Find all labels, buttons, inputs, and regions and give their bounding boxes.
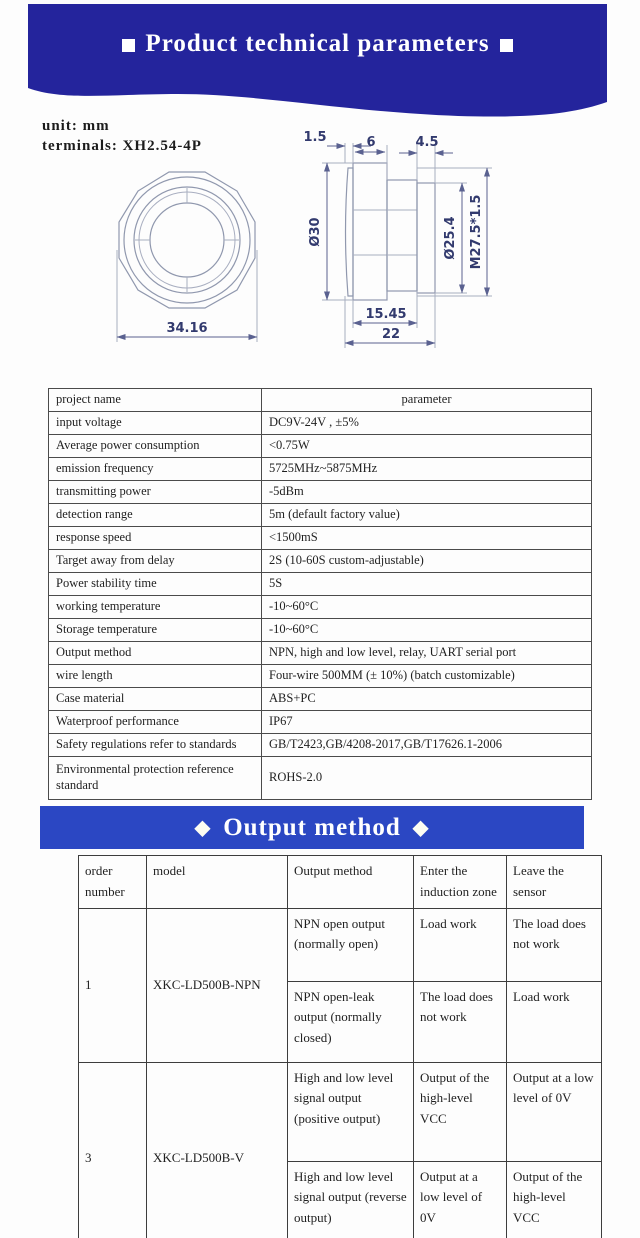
param-value: <0.75W [262, 435, 592, 458]
param-label: detection range [49, 504, 262, 527]
param-value: parameter [262, 389, 592, 412]
table-row [49, 665, 592, 688]
param-value: <1500mS [262, 527, 592, 550]
param-value: GB/T2423,GB/4208-2017,GB/T17626.1-2006 [262, 734, 592, 757]
col-header-leave: Leave the sensor [507, 856, 602, 909]
param-label: Output method [49, 642, 262, 665]
table-row [49, 573, 592, 596]
table-row [49, 504, 592, 527]
param-label: transmitting power [49, 481, 262, 504]
dim-front-width: 34.16 [166, 321, 208, 336]
header-banner [28, 4, 607, 120]
param-label: Target away from delay [49, 550, 262, 573]
dim-body-dia: Ø30 [308, 217, 323, 247]
table-row [49, 435, 592, 458]
param-value: 5m (default factory value) [262, 504, 592, 527]
output-method-cell: NPN open-leak output (normally closed) [288, 981, 414, 1062]
param-value: -5dBm [262, 481, 592, 504]
unit-note: unit: mm [42, 118, 110, 134]
table-row [79, 908, 602, 981]
param-label: Waterproof performance [49, 711, 262, 734]
enter-zone-cell: Load work [414, 908, 507, 981]
diamond-icon: ◆ [194, 817, 212, 839]
order-number: 3 [79, 1062, 147, 1238]
table-row [49, 688, 592, 711]
table-header-row [79, 856, 602, 909]
table-row [49, 711, 592, 734]
param-value: 5S [262, 573, 592, 596]
dim-total-len: 22 [381, 327, 401, 342]
param-label: Case material [49, 688, 262, 711]
dim-flange: 6 [366, 135, 376, 150]
table-row [49, 596, 592, 619]
enter-zone-cell: The load does not work [414, 981, 507, 1062]
param-label: emission frequency [49, 458, 262, 481]
leave-sensor-cell: The load does not work [507, 908, 602, 981]
model-name: XKC-LD500B-V [147, 1062, 288, 1238]
param-value: -10~60°C [262, 596, 592, 619]
col-header-enter: Enter the induction zone [414, 856, 507, 909]
front-view [117, 172, 257, 342]
dim-thread: M27.5*1.5 [469, 194, 484, 270]
banner-wave-shape [28, 4, 607, 120]
output-method-cell: High and low level signal output (positive output) [288, 1062, 414, 1161]
param-label: response speed [49, 527, 262, 550]
table-row [49, 757, 592, 800]
leave-sensor-cell: Output at a low level of 0V [507, 1062, 602, 1161]
param-value: 5725MHz~5875MHz [262, 458, 592, 481]
leave-sensor-cell: Load work [507, 981, 602, 1062]
model-name: XKC-LD500B-NPN [147, 908, 288, 1062]
param-label: Power stability time [49, 573, 262, 596]
page-title-label: Product technical parameters [145, 30, 490, 57]
dim-cap: 1.5 [303, 130, 327, 145]
param-value: IP67 [262, 711, 592, 734]
table-row [49, 619, 592, 642]
output-method-title: Output method [223, 813, 401, 841]
col-header-method: Output method [288, 856, 414, 909]
dim-thread-len: 15.45 [365, 307, 407, 322]
parameters-table [48, 388, 592, 800]
technical-drawing [30, 115, 610, 385]
param-value: ROHS-2.0 [262, 757, 592, 800]
param-value: DC9V-24V , ±5% [262, 412, 592, 435]
dim-head-dia: Ø25.4 [443, 216, 458, 260]
param-label: input voltage [49, 412, 262, 435]
param-value: NPN, high and low level, relay, UART serial port [262, 642, 592, 665]
param-label: project name [49, 389, 262, 412]
table-row [49, 550, 592, 573]
param-value: -10~60°C [262, 619, 592, 642]
table-row [49, 734, 592, 757]
param-label: wire length [49, 665, 262, 688]
side-view [303, 130, 492, 348]
leave-sensor-cell: Output of the high-level VCC [507, 1161, 602, 1238]
output-method-cell: High and low level signal output (reverse output) [288, 1161, 414, 1238]
param-value: ABS+PC [262, 688, 592, 711]
diamond-icon: ◆ [412, 817, 430, 839]
col-header-model: model [147, 856, 288, 909]
output-method-cell: NPN open output (normally open) [288, 908, 414, 981]
table-row [79, 1062, 602, 1161]
square-icon [500, 39, 513, 52]
order-number: 1 [79, 908, 147, 1062]
page-title [28, 30, 607, 58]
table-row [49, 389, 592, 412]
table-row [49, 527, 592, 550]
enter-zone-cell: Output at a low level of 0V [414, 1161, 507, 1238]
output-method-table [78, 855, 602, 1238]
param-value: 2S (10-60S custom-adjustable) [262, 550, 592, 573]
param-label: Environmental protection reference standard [49, 757, 262, 800]
table-row [49, 458, 592, 481]
param-label: working temperature [49, 596, 262, 619]
table-row [49, 642, 592, 665]
output-method-banner [40, 806, 584, 849]
terminals-note: terminals: XH2.54-4P [42, 138, 202, 155]
param-label: Safety regulations refer to standards [49, 734, 262, 757]
param-label: Average power consumption [49, 435, 262, 458]
param-label: Storage temperature [49, 619, 262, 642]
dim-head: 4.5 [415, 135, 439, 150]
col-header-order: order number [79, 856, 147, 909]
table-row [49, 481, 592, 504]
param-value: Four-wire 500MM (± 10%) (batch customizable) [262, 665, 592, 688]
enter-zone-cell: Output of the high-level VCC [414, 1062, 507, 1161]
table-row [49, 412, 592, 435]
square-icon [122, 39, 135, 52]
